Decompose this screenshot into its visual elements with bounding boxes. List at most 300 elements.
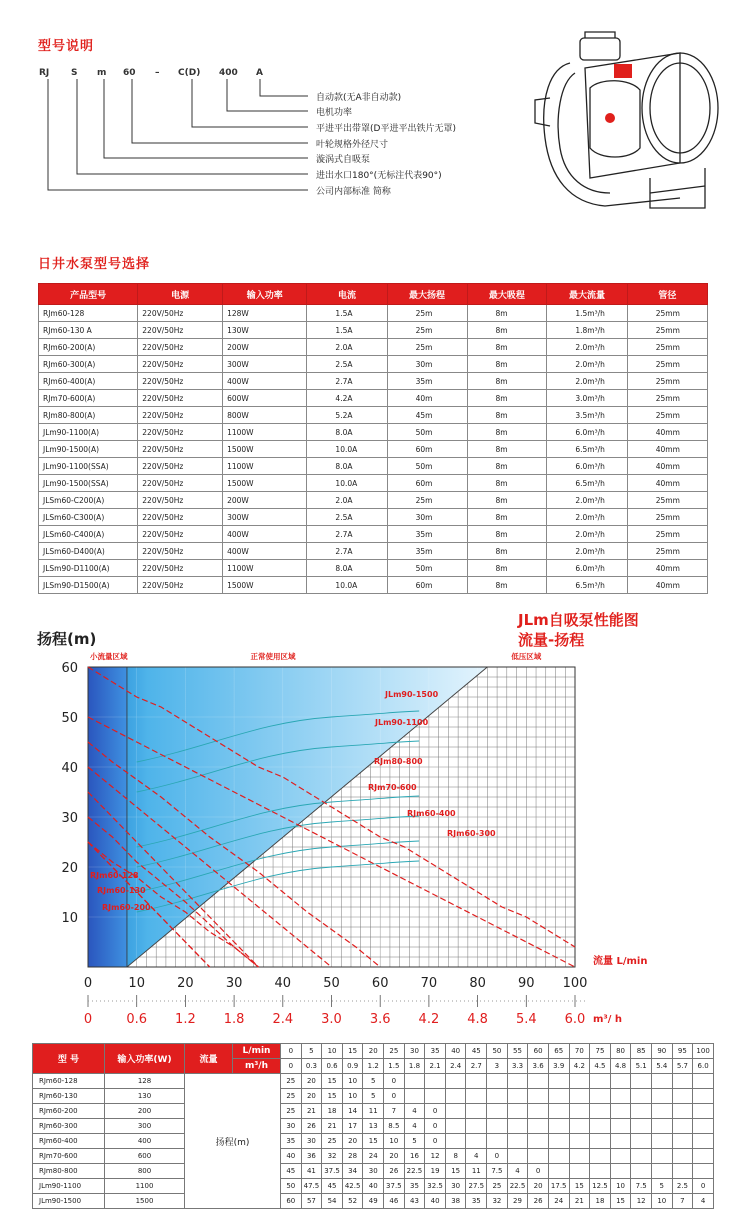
perf-row [33, 1149, 714, 1164]
x2-tick-label: 4.2 [418, 1012, 440, 1027]
perf-value-cell [466, 1104, 487, 1119]
perf-value-cell: 2.5 [672, 1179, 693, 1194]
perf-value-cell [693, 1074, 714, 1089]
perf-value-cell: 41 [301, 1164, 322, 1179]
pump-illustration [530, 28, 725, 218]
perf-value-cell [631, 1104, 652, 1119]
selection-cell: 50m [387, 424, 467, 441]
perf-value-cell: 22.5 [507, 1179, 528, 1194]
perf-value-cell: 50 [281, 1179, 302, 1194]
perf-value-cell [672, 1164, 693, 1179]
series-label: JLm90-1500 [385, 690, 439, 699]
selection-row [39, 441, 708, 458]
selection-cell: 40mm [627, 441, 707, 458]
perf-row [33, 1074, 714, 1089]
perf-value-cell: 26 [301, 1119, 322, 1134]
perf-value-cell: 45 [322, 1179, 343, 1194]
selection-cell: 5.2A [307, 407, 387, 424]
perf-model-cell: RJm70-600 [33, 1149, 105, 1164]
perf-value-cell [672, 1104, 693, 1119]
perf-value-cell: 15 [569, 1179, 590, 1194]
selection-cell: 25mm [627, 373, 707, 390]
perf-value-cell: 24 [363, 1149, 384, 1164]
perf-lmin-cell: 35 [425, 1044, 446, 1059]
selection-cell: 2.7A [307, 373, 387, 390]
perf-header-flow: 流量 [185, 1044, 233, 1074]
perf-value-cell: 20 [301, 1074, 322, 1089]
selection-cell: 25m [387, 322, 467, 339]
perf-value-cell [404, 1074, 425, 1089]
selection-row [39, 356, 708, 373]
selection-cell: 220V/50Hz [138, 475, 223, 492]
perf-lmin-cell: 100 [693, 1044, 714, 1059]
selection-cell: RJm60-130 A [39, 322, 138, 339]
selection-cell: 220V/50Hz [138, 543, 223, 560]
perf-value-cell [548, 1134, 569, 1149]
perf-value-cell [507, 1134, 528, 1149]
x-tick-label: 10 [128, 976, 145, 991]
perf-value-cell [631, 1119, 652, 1134]
col-header: 最大吸程 [467, 284, 547, 305]
perf-lmin-cell: 75 [590, 1044, 611, 1059]
perf-value-cell: 36 [301, 1149, 322, 1164]
selection-row [39, 458, 708, 475]
perf-value-cell [651, 1074, 672, 1089]
perf-value-cell: 19 [425, 1164, 446, 1179]
series-label: RJm60-400 [407, 809, 456, 818]
perf-value-cell: 37.5 [322, 1164, 343, 1179]
x2-tick-label: 1.8 [223, 1012, 245, 1027]
selection-row [39, 339, 708, 356]
perf-value-cell [590, 1089, 611, 1104]
perf-m3h-cell: 5.1 [631, 1059, 652, 1074]
perf-value-cell [569, 1104, 590, 1119]
zone-label: 正常使用区域 [250, 652, 296, 661]
x-tick-label: 0 [83, 976, 93, 991]
perf-value-cell [672, 1149, 693, 1164]
selection-cell: 6.0m³/h [547, 458, 627, 475]
perf-value-cell: 42.5 [342, 1179, 363, 1194]
y-tick-label: 40 [61, 761, 78, 776]
selection-cell: RJm70-600(A) [39, 390, 138, 407]
selection-row [39, 390, 708, 407]
perf-value-cell [569, 1164, 590, 1179]
x2-tick-label: 1.2 [175, 1012, 196, 1027]
selection-cell: 25mm [627, 509, 707, 526]
selection-cell: 2.0m³/h [547, 339, 627, 356]
perf-lmin-cell: 90 [651, 1044, 672, 1059]
selection-cell: 200W [223, 339, 307, 356]
perf-value-cell: 21 [301, 1104, 322, 1119]
chart-subtitle: 流量-扬程 [518, 631, 585, 649]
perf-lmin-cell: 80 [610, 1044, 631, 1059]
selection-cell: 40mm [627, 424, 707, 441]
selection-cell: 1500W [223, 577, 307, 594]
selection-row [39, 407, 708, 424]
perf-value-cell: 7 [384, 1104, 405, 1119]
selection-cell: 2.0A [307, 339, 387, 356]
selection-cell: 25mm [627, 322, 707, 339]
perf-value-cell: 45 [281, 1164, 302, 1179]
perf-value-cell [548, 1074, 569, 1089]
perf-value-cell [548, 1164, 569, 1179]
perf-value-cell [487, 1074, 508, 1089]
selection-cell: 8m [467, 441, 547, 458]
perf-value-cell [466, 1119, 487, 1134]
selection-cell: 8m [467, 407, 547, 424]
perf-value-cell [590, 1104, 611, 1119]
selection-cell: 2.0A [307, 492, 387, 509]
selection-cell: 220V/50Hz [138, 458, 223, 475]
perf-m3h-cell: 6.0 [693, 1059, 714, 1074]
selection-cell: 6.0m³/h [547, 560, 627, 577]
perf-value-cell: 20 [342, 1134, 363, 1149]
perf-value-cell: 32 [487, 1194, 508, 1209]
perf-value-cell [631, 1134, 652, 1149]
perf-value-cell [651, 1119, 672, 1134]
perf-value-cell: 17 [342, 1119, 363, 1134]
perf-value-cell: 0 [384, 1074, 405, 1089]
selection-cell: 30m [387, 356, 467, 373]
col-header: 电流 [307, 284, 387, 305]
perf-value-cell [507, 1104, 528, 1119]
selection-cell: 220V/50Hz [138, 424, 223, 441]
perf-model-cell: JLm90-1500 [33, 1194, 105, 1209]
selection-cell: 60m [387, 577, 467, 594]
col-header: 管径 [627, 284, 707, 305]
perf-value-cell: 10 [384, 1134, 405, 1149]
perf-value-cell [693, 1134, 714, 1149]
selection-cell: 800W [223, 407, 307, 424]
perf-value-cell: 43 [404, 1194, 425, 1209]
selection-cell: 2.0m³/h [547, 526, 627, 543]
perf-value-cell [651, 1149, 672, 1164]
perf-value-cell [610, 1164, 631, 1179]
perf-value-cell [507, 1089, 528, 1104]
selection-cell: 40mm [627, 458, 707, 475]
selection-row [39, 526, 708, 543]
selection-cell: 8m [467, 424, 547, 441]
code-a: A [256, 68, 263, 78]
selection-cell: 4.2A [307, 390, 387, 407]
perf-power-cell: 800 [105, 1164, 185, 1179]
selection-cell: 220V/50Hz [138, 322, 223, 339]
perf-value-cell: 4 [507, 1164, 528, 1179]
perf-value-cell: 14 [342, 1104, 363, 1119]
y-tick-label: 30 [61, 811, 78, 826]
perf-value-cell [507, 1119, 528, 1134]
col-header: 最大流量 [547, 284, 627, 305]
col-header: 产品型号 [39, 284, 138, 305]
perf-value-cell: 4 [404, 1119, 425, 1134]
perf-value-cell [631, 1074, 652, 1089]
x-tick-label: 30 [225, 976, 243, 991]
selection-row [39, 509, 708, 526]
perf-value-cell [528, 1104, 549, 1119]
x2-tick-label: 3.0 [321, 1012, 342, 1027]
perf-header-unit-lmin: L/min [233, 1044, 281, 1059]
perf-value-cell: 25 [487, 1179, 508, 1194]
perf-value-cell: 34 [342, 1164, 363, 1179]
col-header: 最大扬程 [387, 284, 467, 305]
perf-value-cell [610, 1089, 631, 1104]
perf-model-cell: RJm60-128 [33, 1074, 105, 1089]
selection-cell: JLm90-1100(SSA) [39, 458, 138, 475]
perf-m3h-cell: 0 [281, 1059, 302, 1074]
perf-value-cell [466, 1074, 487, 1089]
perf-value-cell: 4 [466, 1149, 487, 1164]
perf-value-cell [631, 1149, 652, 1164]
x-axis-label: 流量 L/min [593, 956, 648, 967]
perf-value-cell: 26 [384, 1164, 405, 1179]
perf-value-cell: 10 [651, 1194, 672, 1209]
perf-value-cell [548, 1119, 569, 1134]
perf-value-cell: 38 [445, 1194, 466, 1209]
perf-value-cell [590, 1119, 611, 1134]
perf-value-cell: 4 [693, 1194, 714, 1209]
perf-value-cell: 15 [322, 1089, 343, 1104]
col-header: 电源 [138, 284, 223, 305]
desc-cover: 平进平出带罩(D平进平出铁片无罩) [316, 124, 456, 134]
selection-table [38, 283, 708, 594]
perf-model-cell: RJm80-800 [33, 1164, 105, 1179]
y-tick-label: 20 [61, 861, 78, 876]
perf-value-cell: 29 [507, 1194, 528, 1209]
perf-value-cell [672, 1074, 693, 1089]
perf-value-cell: 28 [342, 1149, 363, 1164]
perf-value-cell [487, 1104, 508, 1119]
perf-value-cell: 20 [301, 1089, 322, 1104]
code-400: 400 [219, 68, 238, 78]
selection-cell: 3.5m³/h [547, 407, 627, 424]
code-s: S [71, 68, 78, 78]
perf-header-unit-m3h: m³/h [233, 1059, 281, 1074]
perf-power-cell: 1100 [105, 1179, 185, 1194]
perf-value-cell: 24 [548, 1194, 569, 1209]
perf-value-cell: 25 [281, 1074, 302, 1089]
selection-cell: 10.0A [307, 441, 387, 458]
selection-cell: 25mm [627, 356, 707, 373]
perf-value-cell: 40 [363, 1179, 384, 1194]
perf-value-cell [610, 1074, 631, 1089]
perf-value-cell: 40 [281, 1149, 302, 1164]
x-tick-label: 70 [420, 976, 438, 991]
perf-value-cell [445, 1104, 466, 1119]
series-label: JLm90-1100 [375, 718, 429, 727]
x2-tick-label: 3.6 [369, 1012, 391, 1027]
selection-row [39, 305, 708, 322]
perf-value-cell: 20 [384, 1149, 405, 1164]
selection-cell: JLSm60-D400(A) [39, 543, 138, 560]
perf-value-cell [590, 1134, 611, 1149]
x2-axis-label: m³/ h [593, 1014, 623, 1025]
selection-cell: 220V/50Hz [138, 441, 223, 458]
perf-value-cell: 0 [425, 1134, 446, 1149]
perf-lmin-cell: 20 [363, 1044, 384, 1059]
selection-cell: 220V/50Hz [138, 390, 223, 407]
perf-value-cell [569, 1149, 590, 1164]
selection-cell: 2.0m³/h [547, 356, 627, 373]
selection-cell: 8m [467, 322, 547, 339]
perf-value-cell: 25 [281, 1089, 302, 1104]
selection-cell: 220V/50Hz [138, 305, 223, 322]
perf-value-cell [445, 1074, 466, 1089]
perf-m3h-cell: 4.8 [610, 1059, 631, 1074]
selection-cell: 35m [387, 373, 467, 390]
zone-label: 低压区域 [511, 652, 542, 661]
perf-model-cell: RJm60-300 [33, 1119, 105, 1134]
perf-value-cell: 10 [342, 1074, 363, 1089]
selection-cell: RJm60-200(A) [39, 339, 138, 356]
selection-cell: 6.0m³/h [547, 424, 627, 441]
perf-value-cell: 0 [425, 1119, 446, 1134]
x-tick-label: 80 [469, 976, 486, 991]
selection-cell: 1.5A [307, 305, 387, 322]
perf-lmin-cell: 70 [569, 1044, 590, 1059]
perf-m3h-cell: 3.6 [528, 1059, 549, 1074]
perf-value-cell [590, 1074, 611, 1089]
perf-value-cell [693, 1119, 714, 1134]
perf-power-cell: 400 [105, 1134, 185, 1149]
selection-cell: JLSm90-D1100(A) [39, 560, 138, 577]
perf-value-cell: 32.5 [425, 1179, 446, 1194]
desc-port: 进出水口180°(无标注代表90°) [316, 171, 442, 181]
perf-value-cell: 11 [466, 1164, 487, 1179]
model-title: 型号说明 [38, 39, 95, 54]
perf-m3h-cell: 3.3 [507, 1059, 528, 1074]
perf-row [33, 1134, 714, 1149]
selection-cell: 128W [223, 305, 307, 322]
perf-header-model: 型 号 [33, 1044, 105, 1074]
perf-lmin-cell: 5 [301, 1044, 322, 1059]
perf-value-cell: 60 [281, 1194, 302, 1209]
perf-value-cell [672, 1134, 693, 1149]
selection-cell: 25mm [627, 543, 707, 560]
selection-cell: 6.5m³/h [547, 441, 627, 458]
selection-cell: 25mm [627, 339, 707, 356]
selection-cell: 1100W [223, 458, 307, 475]
perf-value-cell: 35 [466, 1194, 487, 1209]
perf-value-cell [651, 1164, 672, 1179]
y-tick-label: 50 [61, 711, 78, 726]
series-label: RJm60-128 [90, 871, 139, 880]
performance-table [32, 1043, 714, 1209]
selection-cell: 400W [223, 526, 307, 543]
perf-value-cell [548, 1149, 569, 1164]
perf-value-cell: 5 [651, 1179, 672, 1194]
perf-value-cell: 30 [281, 1119, 302, 1134]
selection-cell: RJm60-128 [39, 305, 138, 322]
perf-value-cell: 12.5 [590, 1179, 611, 1194]
code-60: 60 [123, 68, 136, 78]
perf-value-cell: 15 [322, 1074, 343, 1089]
perf-value-cell [610, 1119, 631, 1134]
perf-value-cell [610, 1134, 631, 1149]
perf-value-cell: 30 [363, 1164, 384, 1179]
perf-value-cell [548, 1089, 569, 1104]
desc-power: 电机功率 [316, 108, 353, 118]
perf-value-cell: 46 [384, 1194, 405, 1209]
perf-value-cell: 0 [693, 1179, 714, 1194]
zone-label: 小流量区域 [90, 652, 128, 661]
series-label: RJm80-800 [374, 757, 423, 766]
perf-value-cell: 0 [487, 1149, 508, 1164]
selection-cell: 40mm [627, 577, 707, 594]
perf-lmin-cell: 30 [404, 1044, 425, 1059]
selection-cell: 25m [387, 492, 467, 509]
desc-vortex: 漩涡式自吸泵 [316, 155, 371, 165]
perf-value-cell: 7.5 [487, 1164, 508, 1179]
code-m: m [97, 68, 107, 78]
y-tick-label: 10 [61, 911, 78, 926]
selection-cell: 1500W [223, 441, 307, 458]
perf-value-cell [528, 1119, 549, 1134]
perf-value-cell: 0 [425, 1104, 446, 1119]
perf-lmin-cell: 55 [507, 1044, 528, 1059]
selection-cell: 8m [467, 475, 547, 492]
selection-cell: JLm90-1100(A) [39, 424, 138, 441]
perf-value-cell: 18 [322, 1104, 343, 1119]
selection-cell: 50m [387, 458, 467, 475]
perf-value-cell [425, 1074, 446, 1089]
perf-value-cell: 21 [322, 1119, 343, 1134]
selection-cell: 40mm [627, 560, 707, 577]
selection-cell: 10.0A [307, 475, 387, 492]
perf-value-cell [528, 1134, 549, 1149]
selection-cell: 50m [387, 560, 467, 577]
selection-cell: 10.0A [307, 577, 387, 594]
selection-header-row [39, 284, 708, 305]
perf-value-cell: 35 [404, 1179, 425, 1194]
selection-cell: 2.0m³/h [547, 543, 627, 560]
x2-tick-label: 5.4 [515, 1012, 537, 1027]
perf-value-cell [528, 1149, 549, 1164]
perf-power-cell: 200 [105, 1104, 185, 1119]
selection-cell: 8m [467, 526, 547, 543]
perf-value-cell: 30 [301, 1134, 322, 1149]
perf-value-cell [610, 1149, 631, 1164]
perf-power-cell: 1500 [105, 1194, 185, 1209]
selection-cell: 2.7A [307, 526, 387, 543]
selection-cell: 60m [387, 441, 467, 458]
perf-m3h-cell: 0.9 [342, 1059, 363, 1074]
perf-value-cell: 49 [363, 1194, 384, 1209]
selection-cell: 25mm [627, 407, 707, 424]
perf-power-cell: 128 [105, 1074, 185, 1089]
selection-cell: 8m [467, 560, 547, 577]
perf-model-cell: JLm90-1100 [33, 1179, 105, 1194]
x2-tick-label: 4.8 [467, 1012, 488, 1027]
selection-row [39, 322, 708, 339]
perf-value-cell [651, 1089, 672, 1104]
perf-value-cell [445, 1089, 466, 1104]
perf-value-cell [569, 1089, 590, 1104]
perf-row [33, 1179, 714, 1194]
chart-ylabel: 扬程(m) [37, 630, 97, 648]
selection-cell: 1500W [223, 475, 307, 492]
perf-value-cell: 15 [445, 1164, 466, 1179]
selection-cell: 40mm [627, 475, 707, 492]
perf-lmin-cell: 65 [548, 1044, 569, 1059]
selection-cell: 6.5m³/h [547, 475, 627, 492]
selection-cell: 220V/50Hz [138, 526, 223, 543]
perf-m3h-cell: 5.7 [672, 1059, 693, 1074]
series-label: RJm60-200 [102, 903, 151, 912]
selection-cell: 8m [467, 305, 547, 322]
selection-cell: 300W [223, 509, 307, 526]
selection-cell: 35m [387, 543, 467, 560]
perf-m3h-cell: 1.8 [404, 1059, 425, 1074]
